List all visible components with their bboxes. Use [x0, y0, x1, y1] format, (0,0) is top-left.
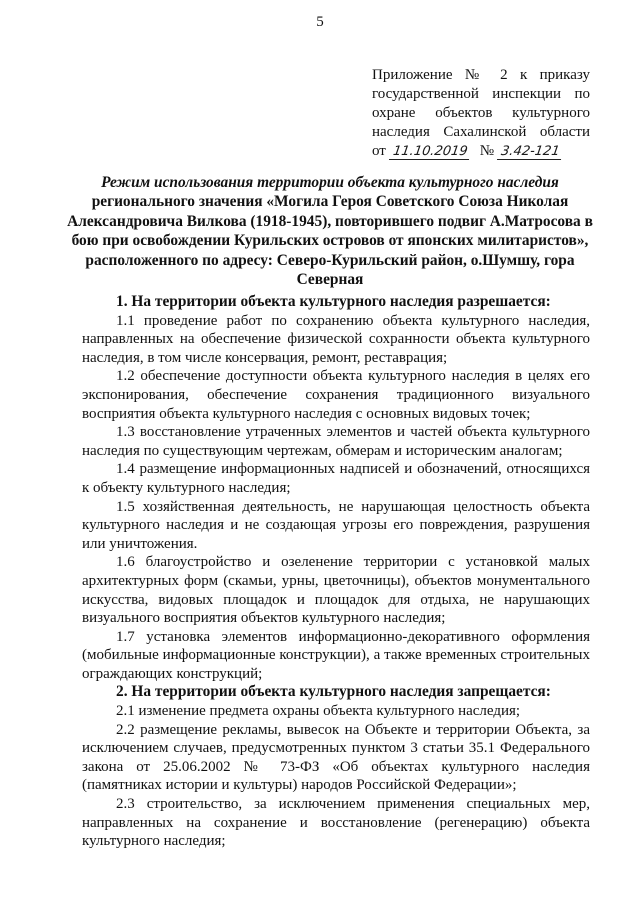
section-2-item: 2.2 размещение рекламы, вывесок на Объекте и территории Объекта, за исключением случаев, предусмотренных пунктом 3 статьи 35.1 Федерального закона от 25.06.2002 № 73-ФЗ «Об объектах культурного наследия (памятниках истории и культуры) народов Российской Федерации»; — [82, 721, 590, 794]
section-1-item: 1.4 размещение информационных надписей и обозначений, относящихся к объекту культурного наследия; — [82, 461, 590, 496]
section-1-heading: 1. На территории объекта культурного наследия разрешается: — [116, 293, 551, 310]
section-2-item: 2.3 строительство, за исключением применения специальных мер, направленных на сохранение и восстановление (регенерацию) объекта культурного наследия; — [82, 796, 590, 850]
section-1-item: 1.2 обеспечение доступности объекта культурного наследия в целях его экспонирования, обеспечение сохранения традиционного визуального восприятия объекта культурного наследия с основных видовых точек; — [82, 368, 590, 422]
appendix-line: Приложение № 2 к приказу — [372, 67, 590, 83]
number-label: № — [479, 143, 495, 159]
section-1-item: 1.7 установка элементов информационно-декоративного оформления (мобильные информационные конструкции), а также временных строительных ограждающих конструкций; — [82, 628, 590, 682]
section-2-heading: 2. На территории объекта культурного наследия запрещается: — [116, 683, 551, 701]
section-1-item: 1.5 хозяйственная деятельность, не нарушающая целостность объекта культурного наследия и не создающая угрозы его повреждения, разрушения или уничтожения. — [82, 498, 590, 552]
appendix-header — [372, 66, 590, 161]
document-body — [82, 293, 590, 851]
page-number: 5 — [316, 14, 324, 30]
handwritten-number: 3.42-121 — [497, 145, 564, 160]
section-2-item: 2.1 изменение предмета охраны объекта культурного наследия; — [116, 703, 521, 720]
section-1-item: 1.6 благоустройство и озеленение территории с установкой малых архитектурных форм (скамьи, урны, цветочницы), объектов монументального искусства, видовых площадок и площадок для отдыха, не нарушающих визуального восприятия объектов культурного наследия; — [82, 554, 590, 627]
section-1-item: 1.1 проведение работ по сохранению объекта культурного наследия, направленных на обеспечение физической сохранности объекта культурного наследия, в том числе консервация, ремонт, реставрация; — [82, 312, 590, 366]
title-line-1: Режим использования территории объекта культурного наследия — [101, 174, 559, 191]
appendix-line: наследия Сахалинской области — [372, 124, 590, 140]
from-label: от — [372, 143, 386, 159]
appendix-line: охране объектов культурного — [372, 105, 590, 121]
section-1-item: 1.3 восстановление утраченных элементов и частей объекта культурного наследия по существующим чертежам, обмерам и историческим аналогам; — [82, 424, 590, 459]
appendix-line: государственной инспекции по — [372, 86, 590, 102]
appendix-date-line — [372, 142, 590, 161]
title-rest: регионального значения «Могила Героя Советского Союза Николая Александровича Вилкова (1918-1945), повторившего подвиг А.Матросова в бою при освобождении Курильских островов от японских милитаристов», расположенного по адресу: Северо-Курильский район, о.Шумшу, гора Северная — [67, 193, 593, 289]
document-title — [60, 173, 600, 289]
handwritten-date: 11.10.2019 — [389, 145, 472, 160]
